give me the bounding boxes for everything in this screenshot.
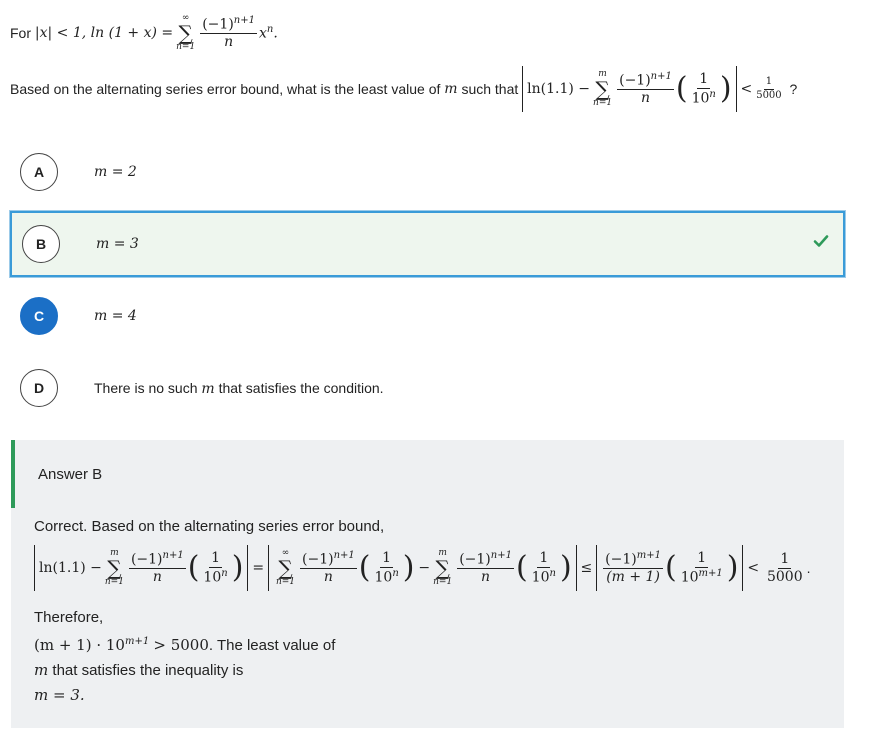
answer-explanation: Correct. Based on the alternating series error bound, bbox=[34, 518, 385, 535]
partial-sum bbox=[593, 70, 612, 108]
frac-den: n bbox=[224, 34, 234, 51]
error-abs bbox=[522, 66, 736, 112]
eq-i2-num: 1 bbox=[382, 549, 392, 566]
sum-lower: n=1 bbox=[176, 42, 196, 52]
answer-equation bbox=[34, 540, 811, 596]
eq-abs-1 bbox=[34, 545, 248, 591]
eq-sum2-upper: ∞ bbox=[281, 548, 290, 558]
ln-expr: ln(1.1) − bbox=[527, 81, 591, 97]
option-c[interactable] bbox=[10, 284, 845, 348]
bound-num: 1 bbox=[764, 77, 774, 90]
question-prompt bbox=[10, 64, 797, 114]
option-c-label: m = 4 bbox=[94, 308, 137, 324]
q2-inner-num: 1 bbox=[699, 70, 709, 87]
intro-condition: |x| < 1, ln (1 + x) = bbox=[34, 25, 174, 41]
question-mark: ? bbox=[789, 81, 798, 97]
ineq-text: . The least value of bbox=[208, 637, 336, 654]
eq-i2-den: 10 bbox=[374, 569, 393, 586]
eq-inner-2 bbox=[372, 551, 400, 585]
option-d-prefix: There is no such bbox=[94, 379, 198, 396]
eq-sum-3 bbox=[433, 549, 452, 587]
eq-abs-2 bbox=[268, 545, 577, 591]
eq-sum1-upper: m bbox=[110, 548, 119, 558]
eq-f4-num: (−1) bbox=[605, 551, 637, 568]
sigma-symbol-2: ∑ bbox=[595, 77, 610, 101]
eq-minus: − bbox=[418, 560, 431, 576]
question-intro bbox=[10, 8, 278, 58]
eq-paren-2r: ) bbox=[402, 550, 415, 585]
option-d[interactable] bbox=[10, 356, 845, 420]
eq-lt: < bbox=[747, 560, 760, 576]
option-d-label bbox=[94, 380, 384, 397]
q2-inner-sup: n bbox=[709, 88, 716, 100]
eq-leq: ≤ bbox=[580, 560, 593, 576]
eq-paren-4l: ( bbox=[664, 550, 677, 585]
ineq-suffix: > 5000 bbox=[153, 636, 209, 654]
eq-i3-num: 1 bbox=[539, 549, 549, 566]
eq-paren-1r: ) bbox=[231, 550, 244, 585]
option-a-label: m = 2 bbox=[94, 164, 137, 180]
eq-f3-den: n bbox=[481, 569, 491, 586]
eq-sigma-2: ∑ bbox=[278, 556, 293, 580]
psum-lower: n=1 bbox=[593, 98, 613, 108]
q2-inner-den: 10 bbox=[691, 90, 710, 107]
bound-den: 5000 bbox=[756, 89, 782, 101]
eq-period: . bbox=[806, 560, 811, 576]
eq-i4-num: 1 bbox=[697, 549, 707, 566]
prompt-mid: such that bbox=[461, 81, 519, 97]
eq-f2-den: n bbox=[323, 569, 333, 586]
eq-paren-2l: ( bbox=[358, 550, 371, 585]
q2-inner-fraction bbox=[690, 72, 718, 106]
eq-paren-1l: ( bbox=[187, 550, 200, 585]
check-icon bbox=[813, 233, 829, 249]
answer-panel bbox=[11, 440, 844, 728]
eq-f1-den: n bbox=[152, 569, 162, 586]
eq-paren-4r: ) bbox=[726, 550, 739, 585]
ineq-prefix: (m + 1) · 10 bbox=[34, 636, 125, 654]
eq-i3-den: 10 bbox=[531, 569, 550, 586]
eq-inner-3 bbox=[530, 551, 558, 585]
eq-sum1-lower: n=1 bbox=[104, 577, 124, 587]
answer-conclusion bbox=[34, 606, 335, 707]
eq-f4-den: (m + 1) bbox=[606, 569, 660, 586]
eq-paren-3l: ( bbox=[515, 550, 528, 585]
eq-f1-num: (−1) bbox=[130, 551, 163, 568]
summation bbox=[176, 14, 195, 52]
q2-num-sup: n+1 bbox=[650, 70, 672, 82]
answer-title: Answer B bbox=[38, 466, 103, 483]
ineq-sup: m+1 bbox=[124, 636, 150, 647]
eq-i3-sup: n bbox=[549, 567, 556, 579]
eq-sum-2 bbox=[276, 549, 295, 587]
paren-right: ) bbox=[719, 71, 732, 106]
paren-left: ( bbox=[675, 71, 688, 106]
eq-i1-sup: n bbox=[221, 567, 228, 579]
q2-den: n bbox=[640, 90, 650, 107]
less-than: < bbox=[740, 81, 753, 97]
sigma-symbol: ∑ bbox=[178, 21, 193, 45]
bound-fraction bbox=[754, 77, 783, 101]
eq-frac-3 bbox=[457, 551, 514, 585]
therefore-label: Therefore, bbox=[34, 609, 104, 626]
eq-sigma-1: ∑ bbox=[107, 556, 122, 580]
final-answer: m = 3. bbox=[34, 686, 85, 704]
eq-f4-sup: m+1 bbox=[636, 549, 661, 561]
conclusion-text: that satisfies the inequality is bbox=[52, 662, 244, 679]
intro-prefix: For bbox=[10, 25, 31, 41]
eq-final-den: 5000 bbox=[766, 568, 803, 585]
eq-i1-den: 10 bbox=[203, 569, 222, 586]
eq-sum3-lower: n=1 bbox=[433, 577, 453, 587]
eq-i2-sup: n bbox=[392, 567, 399, 579]
eq-paren-3r: ) bbox=[559, 550, 572, 585]
q2-fraction bbox=[617, 72, 674, 106]
eq-ln: ln(1.1) − bbox=[39, 560, 102, 576]
intro-term: $x^n$. bbox=[258, 24, 278, 42]
eq-f3-sup: n+1 bbox=[490, 549, 512, 561]
eq-final-num: 1 bbox=[780, 550, 790, 567]
eq-frac-2 bbox=[300, 551, 357, 585]
eq-frac-1 bbox=[129, 551, 186, 585]
option-b-letter: B bbox=[22, 225, 60, 263]
eq-sum2-lower: n=1 bbox=[275, 577, 296, 587]
eq-equals: = bbox=[252, 560, 265, 576]
eq-inner-1 bbox=[201, 551, 229, 585]
q2-num: (−1) bbox=[619, 72, 651, 89]
option-b-label: m = 3 bbox=[96, 236, 139, 252]
conclusion-var: m bbox=[34, 661, 49, 679]
frac-num: (−1) bbox=[202, 16, 234, 33]
eq-final-fraction bbox=[765, 552, 805, 584]
eq-frac-4 bbox=[603, 551, 663, 585]
eq-f1-sup: n+1 bbox=[162, 549, 184, 561]
prompt-var: m bbox=[444, 81, 458, 97]
option-b[interactable] bbox=[10, 211, 845, 277]
frac-num-sup: n+1 bbox=[233, 14, 255, 26]
eq-f2-num: (−1) bbox=[302, 551, 334, 568]
option-c-letter: C bbox=[20, 297, 58, 335]
term-base: x bbox=[258, 25, 267, 42]
psum-upper: m bbox=[598, 69, 607, 79]
prompt-text: Based on the alternating series error bound, what is the least value of bbox=[10, 81, 441, 97]
option-d-var: m bbox=[201, 380, 215, 397]
conclusion-line bbox=[34, 658, 335, 683]
eq-sigma-3: ∑ bbox=[435, 556, 450, 580]
option-d-letter: D bbox=[20, 369, 58, 407]
sum-upper: ∞ bbox=[181, 13, 190, 23]
option-a[interactable] bbox=[10, 140, 845, 204]
eq-abs-3 bbox=[596, 545, 743, 591]
eq-f2-sup: n+1 bbox=[333, 549, 355, 561]
answer-accent-bar bbox=[11, 440, 15, 508]
eq-inner-4 bbox=[679, 551, 725, 585]
eq-f3-num: (−1) bbox=[459, 551, 491, 568]
eq-i4-sup: m+1 bbox=[698, 567, 723, 579]
eq-i4-den: 10 bbox=[680, 569, 699, 586]
eq-sum-1 bbox=[105, 549, 124, 587]
term-sup: n bbox=[266, 24, 274, 36]
option-d-suffix: that satisfies the condition. bbox=[218, 379, 384, 396]
inequality-line bbox=[34, 630, 335, 658]
eq-sum3-upper: m bbox=[438, 548, 447, 558]
eq-i1-num: 1 bbox=[211, 549, 221, 566]
option-a-letter: A bbox=[20, 153, 58, 191]
series-fraction bbox=[200, 16, 257, 50]
